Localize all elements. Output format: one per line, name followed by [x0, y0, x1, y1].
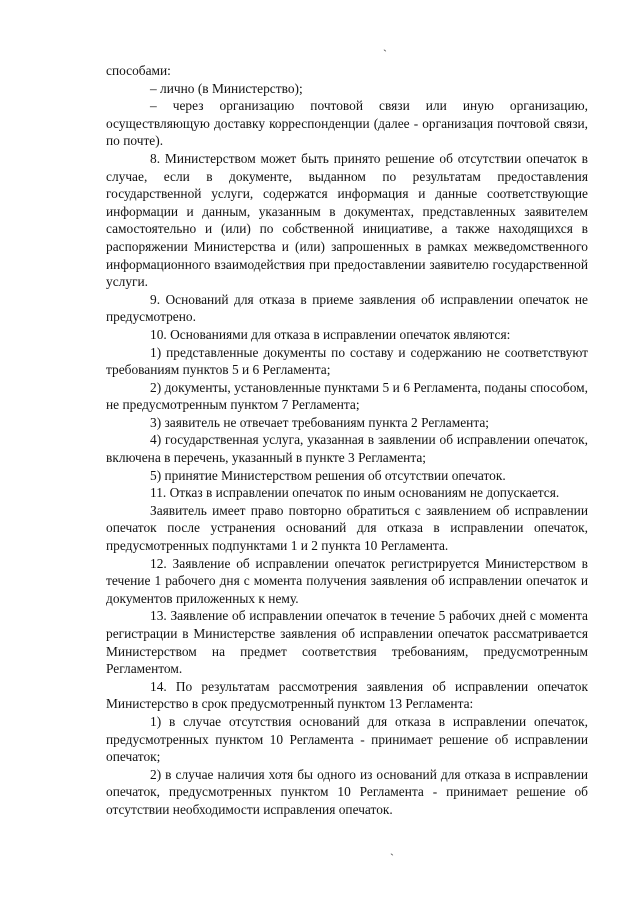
paragraph: 12. Заявление об исправлении опечаток регистрируется Министерством в течение 1 рабочего дня с момента получения заявления об исправлении опечаток и документов приложенных к нему. [106, 555, 588, 606]
paragraph: 3) заявитель не отвечает требованиям пункта 2 Регламента; [150, 414, 490, 430]
paragraph: 14. По результатам рассмотрения заявления об исправлении опечаток Министерство в срок предусмотренный пунктом 13 Регламента: [106, 678, 588, 712]
paragraph: 2) документы, установленные пунктами 5 и 6 Регламента, поданы способом, не предусмотренным пунктом 7 Регламента; [106, 379, 588, 413]
paragraph: 11. Отказ в исправлении опечаток по иным основаниям не допускается. [150, 485, 560, 501]
document-body [106, 62, 588, 819]
paragraph: 1) представленные документы по составу и содержанию не соответствуют требованиям пунктов 5 и 6 Регламента; [106, 344, 588, 378]
scan-mark-top: ˏ [383, 38, 387, 52]
paragraph: 8. Министерством может быть принято решение об отсутствии опечаток в случае, если в документе, выданном по результатам предоставления государственной услуги, содержатся информация и данные соответствующие информации и данным, указанным в документах, представленных заявителем самостоятельно и (или) по собственной инициативе, а также находящихся в распоряжении Министерства и (или) запрошенных в рамках межведомственного информационного взаимодействия при предоставлении заявителю государственной услуги. [106, 150, 588, 290]
scan-mark-bottom: ˏ [390, 842, 394, 856]
paragraph: 4) государственная услуга, указанная в заявлении об исправлении опечаток, включена в перечень, указанный в пункте 3 Регламента; [106, 432, 588, 466]
paragraph: – лично (в Министерство); [150, 80, 303, 96]
paragraph: способами: [106, 63, 171, 78]
paragraph: 10. Основаниями для отказа в исправлении опечаток являются: [150, 326, 511, 342]
paragraph: 9. Оснований для отказа в приеме заявления об исправлении опечаток не предусмотрено. [106, 291, 588, 325]
paragraph: 2) в случае наличия хотя бы одного из оснований для отказа в исправлении опечаток, предусмотренных пунктом 10 Регламента - принимает решение об отсутствии необходимости исправления опечаток. [106, 766, 588, 817]
paragraph: 13. Заявление об исправлении опечаток в течение 5 рабочих дней с момента регистрации в Министерстве заявления об исправлении опечаток рассматривается Министерством на предмет соответствия требованиям, предусмотренным Регламентом. [106, 608, 588, 677]
paragraph: 1) в случае отсутствия оснований для отказа в исправлении опечаток, предусмотренных пунктом 10 Регламента - принимает решение об исправлении опечаток; [106, 713, 588, 765]
paragraph: Заявитель имеет право повторно обратиться с заявлением об исправлении опечаток после устранения оснований для отказа в исправлении опечаток, предусмотренных подпунктами 1 и 2 пункта 10 Регламента. [106, 502, 588, 554]
paragraph: 5) принятие Министерством решения об отсутствии опечаток. [150, 467, 506, 483]
paragraph: – через организацию почтовой связи или иную организацию, осуществляющую доставку корреспонденции (далее - организация почтовой связи, по почте). [106, 98, 588, 149]
